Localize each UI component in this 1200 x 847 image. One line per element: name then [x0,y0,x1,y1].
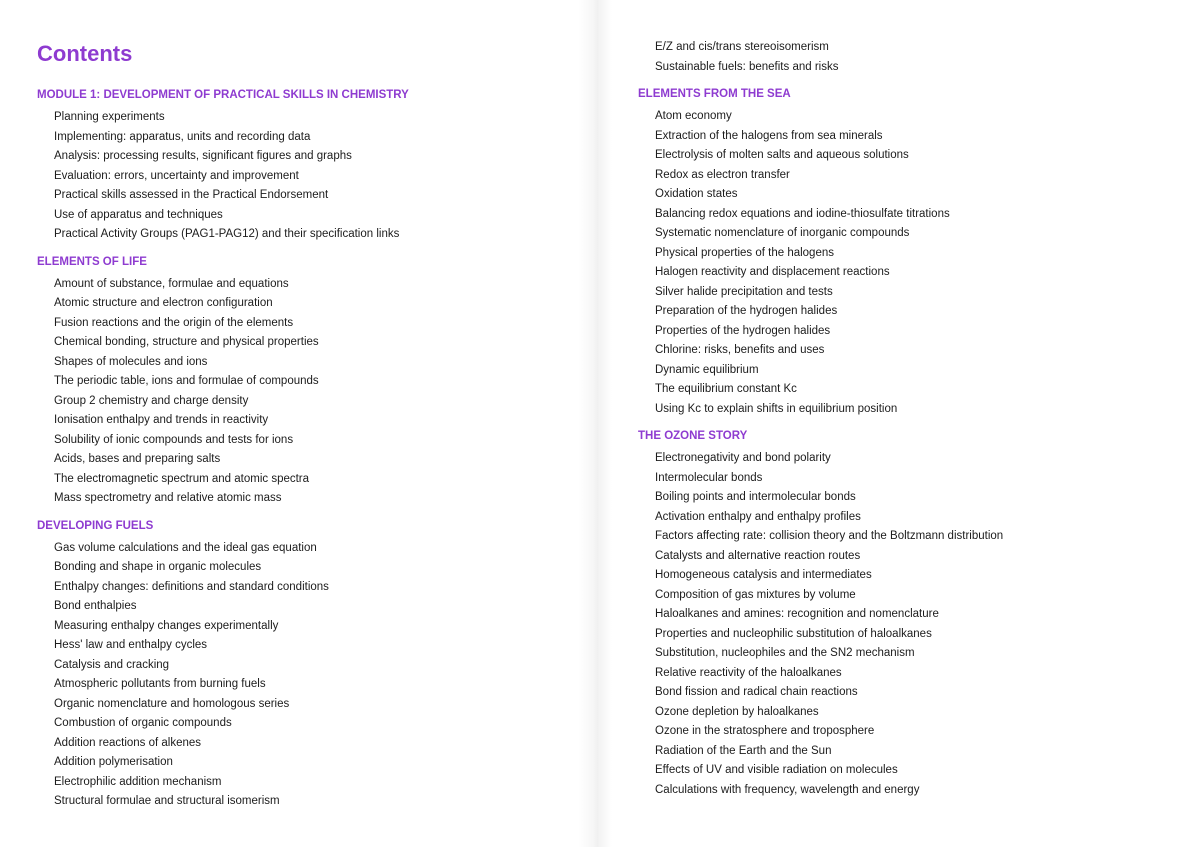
page-title: Contents [37,41,133,66]
toc-entry[interactable]: Factors affecting rate: collision theory and the Boltzmann distribution [655,530,1004,542]
toc-entry[interactable]: Evaluation: errors, uncertainty and improvement [54,169,299,182]
toc-entry[interactable]: Chemical bonding, structure and physical properties [54,336,319,348]
toc-entry[interactable]: Bonding and shape in organic molecules [54,561,262,573]
toc-entry[interactable]: Calculations with frequency, wavelength and energy [655,783,920,796]
section-entry-list [37,275,577,509]
toc-entry[interactable]: Intermolecular bonds [655,471,763,484]
toc-entry[interactable]: Relative reactivity of the haloalkanes [655,666,842,679]
toc-entry[interactable]: Boiling points and intermolecular bonds [655,491,856,503]
toc-entry[interactable]: Addition polymerisation [54,756,173,768]
toc-entry[interactable]: Substitution, nucleophiles and the SN2 mechanism [655,647,915,659]
toc-entry[interactable]: The electromagnetic spectrum and atomic spectra [54,472,310,485]
toc-entry[interactable]: Activation enthalpy and enthalpy profiles [655,510,861,523]
toc-entry[interactable]: Measuring enthalpy changes experimentally [54,619,279,632]
toc-entry[interactable]: Properties and nucleophilic substitution of haloalkanes [655,627,932,640]
toc-entry[interactable]: Haloalkanes and amines: recognition and nomenclature [655,608,939,620]
book-spine-shadow-right [598,0,612,847]
toc-entry[interactable]: Atomic structure and electron configuration [54,297,273,309]
toc-entry[interactable]: Structural formulae and structural isomerism [54,795,280,807]
section-entry-list [638,449,1178,800]
toc-entry[interactable]: Physical properties of the halogens [655,246,834,259]
toc-entry[interactable]: Organic nomenclature and homologous series [54,697,290,710]
toc-entry[interactable]: Electrophilic addition mechanism [54,775,222,788]
toc-entry[interactable]: Halogen reactivity and displacement reactions [655,266,890,278]
section-heading-module-1-development-of-practical-skills: MODULE 1: DEVELOPMENT OF PRACTICAL SKILLS IN CHEMISTRY [37,89,409,101]
toc-entry[interactable]: Analysis: processing results, significant figures and graphs [54,150,352,162]
continued-list [638,38,1178,77]
toc-entry[interactable]: Electrolysis of molten salts and aqueous solutions [655,149,909,161]
toc-entry[interactable]: Fusion reactions and the origin of the elements [54,316,294,329]
toc-entry[interactable]: Using Kc to explain shifts in equilibrium position [655,402,898,415]
toc-entry[interactable]: Planning experiments [54,111,165,123]
toc-entry[interactable]: Dynamic equilibrium [655,363,759,376]
toc-entry[interactable]: Effects of UV and visible radiation on molecules [655,764,898,776]
toc-entry[interactable]: Gas volume calculations and the ideal gas equation [54,541,317,554]
toc-entry[interactable]: The periodic table, ions and formulae of compounds [54,375,319,387]
toc-entry[interactable]: Electronegativity and bond polarity [655,452,831,464]
toc-entry[interactable]: Acids, bases and preparing salts [54,453,221,465]
toc-entry[interactable]: Oxidation states [655,188,738,200]
toc-entry[interactable]: Solubility of ionic compounds and tests for ions [54,433,294,446]
toc-entry[interactable]: Redox as electron transfer [655,168,790,181]
toc-entry[interactable]: Catalysis and cracking [54,658,170,671]
toc-entry[interactable]: Chlorine: risks, benefits and uses [655,344,825,356]
right-toc-column [638,38,1178,800]
section-heading-developing-fuels: DEVELOPING FUELS [37,519,154,532]
toc-entry[interactable]: Hess' law and enthalpy cycles [54,639,208,651]
toc-entry[interactable]: Atmospheric pollutants from burning fuels [54,678,266,690]
toc-entry[interactable]: Enthalpy changes: definitions and standard conditions [54,580,329,593]
section-heading-elements-from-the-sea: ELEMENTS FROM THE SEA [638,88,791,100]
toc-entry[interactable]: Balancing redox equations and iodine-thiosulfate titrations [655,207,950,220]
toc-entry[interactable]: Atom economy [655,110,732,122]
section-heading-the-ozone-story: THE OZONE STORY [638,430,748,442]
toc-entry[interactable]: Ozone depletion by haloalkanes [655,705,819,718]
toc-entry[interactable]: Extraction of the halogens from sea minerals [655,129,883,142]
toc-entry[interactable]: Ozone in the stratosphere and troposphere [655,725,875,737]
toc-entry[interactable]: Preparation of the hydrogen halides [655,305,838,317]
section-entry-list [37,539,577,812]
toc-entry[interactable]: E/Z and cis/trans stereoisomerism [655,41,829,53]
toc-entry[interactable]: Practical Activity Groups (PAG1-PAG12) and their specification links [54,228,400,240]
toc-entry[interactable]: Group 2 chemistry and charge density [54,394,249,407]
toc-entry[interactable]: The equilibrium constant Kc [655,383,797,395]
toc-entry[interactable]: Homogeneous catalysis and intermediates [655,569,872,581]
toc-entry[interactable]: Properties of the hydrogen halides [655,324,831,337]
toc-entry[interactable]: Implementing: apparatus, units and recording data [54,130,311,143]
toc-entry[interactable]: Ionisation enthalpy and trends in reactivity [54,414,269,426]
toc-entry[interactable]: Use of apparatus and techniques [54,208,223,221]
section-heading-elements-of-life: ELEMENTS OF LIFE [37,255,147,268]
left-toc-column [37,86,577,812]
section-entry-list [638,107,1178,419]
toc-entry[interactable]: Bond enthalpies [54,600,137,612]
toc-entry[interactable]: Composition of gas mixtures by volume [655,588,856,601]
toc-entry[interactable]: Sustainable fuels: benefits and risks [655,60,839,73]
toc-entry[interactable]: Shapes of molecules and ions [54,355,208,368]
right-page [598,0,1200,847]
toc-entry[interactable]: Silver halide precipitation and tests [655,285,833,298]
toc-entry[interactable]: Bond fission and radical chain reactions [655,686,858,698]
toc-entry[interactable]: Radiation of the Earth and the Sun [655,744,832,757]
section-entry-list [37,108,577,245]
toc-entry[interactable]: Addition reactions of alkenes [54,736,202,749]
toc-entry[interactable]: Practical skills assessed in the Practical Endorsement [54,189,329,201]
toc-entry[interactable]: Mass spectrometry and relative atomic mass [54,492,282,504]
left-page [0,0,598,847]
book-spine-shadow [578,0,600,847]
toc-entry[interactable]: Amount of substance, formulae and equations [54,277,289,290]
toc-entry[interactable]: Combustion of organic compounds [54,717,232,729]
toc-entry[interactable]: Catalysts and alternative reaction routes [655,549,861,562]
toc-entry[interactable]: Systematic nomenclature of inorganic compounds [655,227,910,239]
